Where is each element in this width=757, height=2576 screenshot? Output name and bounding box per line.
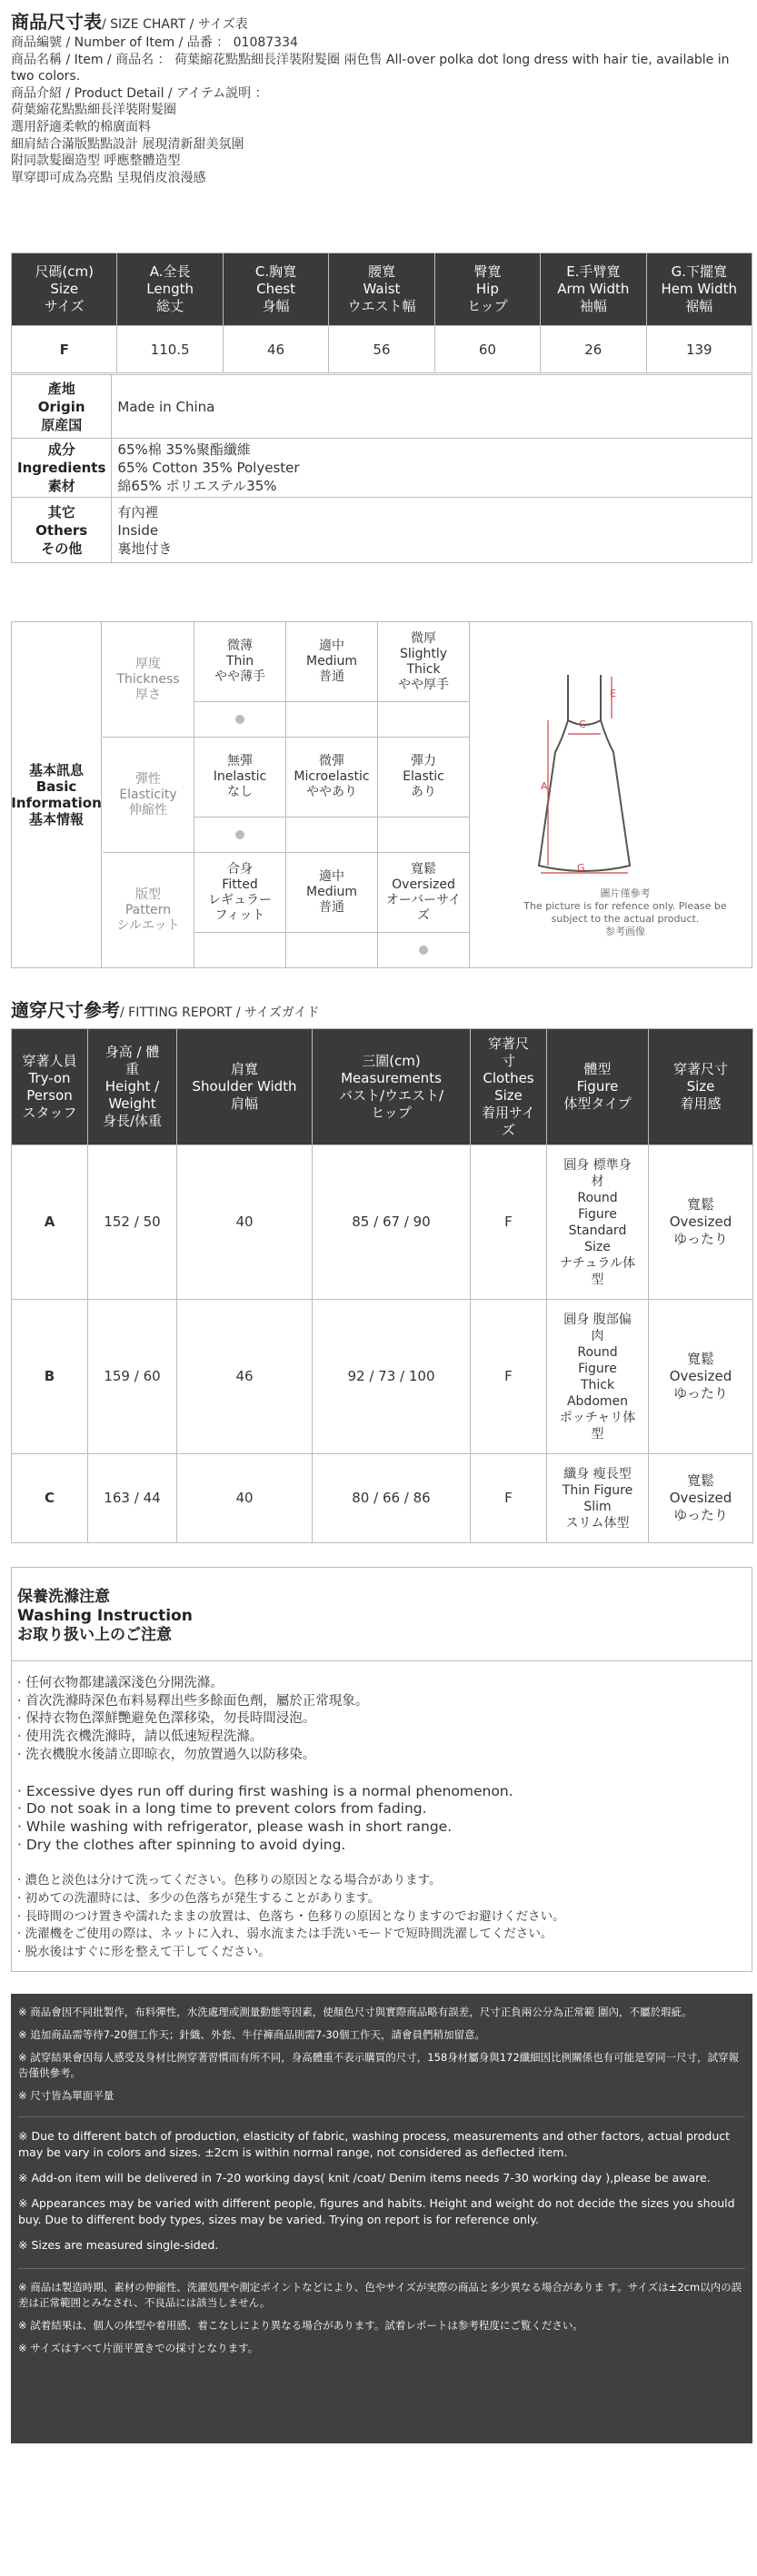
fitting-cell-size: F [471, 1145, 547, 1300]
washing-body [17, 1675, 744, 1962]
figure-text: Thin Figure [562, 1482, 633, 1498]
size-header-cell [223, 253, 328, 326]
figure-text: Standard [568, 1223, 627, 1238]
note-line: ※ 尺寸皆為單面平量 [18, 2089, 115, 2102]
fitting-header-text: Measurements [341, 1069, 442, 1086]
fitting-header-text: Size [494, 1086, 523, 1104]
fitting-header-text: 身高 / 體 [105, 1044, 160, 1060]
basic-option-text: 合身 [227, 861, 253, 877]
fitting-header-text: 肩寬 [230, 1061, 258, 1077]
size-value-cell: 139 [646, 326, 752, 373]
basic-option-indicator [194, 817, 286, 853]
figure-text: Abdomen [566, 1393, 629, 1409]
figure-text: Round [577, 1190, 618, 1205]
fitting-cell-person: B [12, 1300, 88, 1454]
fitting-header-text: Try-on [28, 1069, 71, 1086]
diagram-caption [521, 887, 730, 938]
washing-title-text: 保養洗滌注意 [17, 1588, 110, 1606]
basic-attr-name-text: 彈性 [135, 771, 161, 787]
washing-group-ja [17, 1872, 744, 1962]
size-header-text: Hem Width [661, 281, 737, 297]
size-header-text: 身幅 [262, 298, 290, 314]
basic-attr-name [103, 622, 194, 738]
fitting-cell-shoulder: 46 [177, 1300, 313, 1454]
basic-label-text: 基本情報 [28, 811, 84, 827]
size-header-text: 臀寬 [473, 263, 502, 280]
basic-option-indicator [286, 702, 378, 738]
basic-attr-name-text: Elasticity [119, 787, 177, 802]
detail-value-text: 有內裡 [117, 503, 159, 520]
dress-diagram-icon [521, 666, 648, 884]
fit-text: ゆったり [673, 1507, 728, 1523]
size-table [11, 253, 752, 373]
size-chart-subtitle: / SIZE CHART / サイズ表 [102, 17, 248, 32]
fitting-header-cell [649, 1029, 753, 1145]
size-header-text: Arm Width [557, 281, 630, 297]
fitting-cell-hw: 159 / 60 [88, 1300, 177, 1454]
basic-option [286, 738, 378, 817]
figure-text: 纖身 瘦長型 [563, 1466, 632, 1481]
basic-option-text: ズ [417, 907, 430, 923]
fitting-header-text: Clothes [483, 1069, 534, 1086]
notes-group-ja [18, 2274, 745, 2369]
figure-text: Figure [578, 1206, 617, 1222]
size-header-text: Length [146, 281, 194, 297]
basic-option-indicator [378, 817, 470, 853]
figure-text: スリム体型 [565, 1515, 630, 1531]
basic-option-text: 普通 [319, 900, 344, 915]
size-header-text: Hip [475, 281, 499, 297]
detail-value [112, 439, 752, 498]
basic-option [286, 853, 378, 933]
washing-group-zh [17, 1675, 744, 1765]
fitting-header-text: ヒップ [371, 1104, 412, 1121]
basic-option-indicator [286, 817, 378, 853]
size-value-cell: 60 [434, 326, 540, 373]
fitting-header-text: 穿著尺 [487, 1035, 529, 1052]
diagram-caption-line: The picture is for refence only. Please be [523, 900, 727, 912]
figure-text: 型 [591, 1426, 604, 1442]
washing-line: · 首次洗滌時深色布料易釋出些多餘面色劑，屬於正常現象。 [17, 1693, 369, 1709]
figure-text: Round [577, 1344, 618, 1360]
fitting-header-text: バスト/ウエスト/ [338, 1086, 444, 1104]
fitting-header-text: ズ [501, 1121, 515, 1138]
diagram-label: G [577, 862, 585, 874]
basic-info-label [12, 622, 102, 967]
basic-option-text: レギュラー [208, 892, 272, 907]
washing-title [12, 1568, 752, 1661]
fitting-cell-size: F [471, 1454, 547, 1543]
fit-text: Ovesized [669, 1214, 732, 1230]
size-chart-title-text: 商品尺寸表 [11, 11, 102, 33]
note-line: ※ 追加商品需等待7-20個工作天；針織、外套、牛仔褲商品則需7-30個工作天，請會員們稍加留意。 [18, 2028, 485, 2041]
fitting-header-text: 穿著人員 [22, 1052, 77, 1069]
size-value-cell: 26 [541, 326, 646, 373]
size-header-text: Chest [256, 281, 295, 297]
figure-text: Slim [583, 1499, 612, 1514]
detail-label-text: その他 [41, 540, 83, 557]
detail-row [12, 439, 752, 498]
fitting-cell-figure [547, 1454, 649, 1543]
basic-option [378, 738, 470, 817]
detail-row [12, 375, 752, 439]
fitting-cell-fit [649, 1300, 753, 1454]
fitting-cell-figure [547, 1300, 649, 1454]
detail-value [112, 498, 752, 563]
fitting-cell-figure [547, 1145, 649, 1300]
fitting-header-text: Figure [576, 1078, 619, 1095]
fitting-cell-person: A [12, 1145, 88, 1300]
diagram-caption-line: 圖片僅參考 [600, 887, 651, 899]
detail-label-text: Ingredients [17, 460, 106, 476]
basic-option-text: Elastic [403, 769, 444, 784]
basic-option-text: やや厚手 [398, 677, 449, 692]
fitting-cell-hw: 163 / 44 [88, 1454, 177, 1543]
info-line: 商品介紹 / Product Detail / アイテム説明 ： [11, 85, 268, 101]
figure-text: ナチュラル体 [559, 1255, 636, 1271]
fit-text: Ovesized [669, 1368, 732, 1384]
figure-text: 型 [591, 1272, 604, 1287]
size-header-text: 腰寬 [367, 263, 395, 280]
fitting-header-text: 身長/体重 [102, 1113, 163, 1129]
fitting-cell-fit [649, 1454, 753, 1543]
fitting-header-text: 寸 [501, 1052, 515, 1069]
size-value-cell: 46 [223, 326, 328, 373]
note-line: ※ Appearances may be varied with different people, figures and habits. Height and weight do not decide the sizes you should buy. Due to different body types, sizes may be varied. Trying on report is for reference only. [18, 2196, 735, 2226]
detail-value-text: 65% Cotton 35% Polyester [117, 460, 300, 476]
basic-label-text: Information [11, 795, 102, 811]
basic-option [378, 622, 470, 702]
fitting-subtitle: / FITTING REPORT / サイズガイド [120, 1006, 320, 1020]
detail-value-text: 65%棉 35%聚酯纖維 [117, 441, 251, 458]
size-header-text: E.手臂寬 [566, 263, 621, 280]
basic-label-text: 基本訊息 [28, 762, 84, 778]
notes-panel [11, 1994, 752, 2443]
basic-option-text: Fitted [222, 877, 258, 892]
fitting-header-text: 肩幅 [230, 1095, 258, 1112]
fitting-header-text: スタッフ [22, 1104, 77, 1121]
washing-line: · 初めての洗濯時には、多少の色落ちが発生することがあります。 [17, 1891, 381, 1907]
basic-attr-name-text: 厚度 [135, 656, 161, 671]
figure-text: Size [584, 1239, 611, 1254]
figure-text: 圓身 腹部偏 [563, 1312, 632, 1327]
basic-option-indicator [194, 702, 286, 738]
basic-option [378, 853, 470, 933]
basic-option-indicator [194, 933, 286, 968]
fit-text: Ovesized [669, 1490, 732, 1506]
size-value-cell: F [12, 326, 117, 373]
basic-option-text: 無彈 [227, 754, 253, 768]
fitting-title-text: 適穿尺寸參考 [11, 999, 120, 1021]
size-header-text: A.全長 [149, 263, 191, 280]
basic-attr-name-text: 伸縮性 [129, 802, 167, 817]
basic-option-text: 普通 [319, 669, 344, 684]
info-line: 荷葉縮花點點細長洋裝附髮圈 [11, 103, 176, 118]
info-line: 細肩結合滿版點點設計 展現清新甜美氛圍 [11, 136, 244, 152]
size-header-text: G.下擺寬 [671, 263, 727, 280]
size-header-text: Size [50, 281, 79, 297]
size-header-text: 袖幅 [579, 298, 607, 314]
basic-attr-name [103, 853, 194, 968]
basic-option [194, 622, 286, 702]
basic-option-text: Inelastic [213, 769, 267, 784]
basic-option-text: Microelastic [294, 769, 370, 784]
diagram-caption-line: subject to the actual product. [551, 913, 700, 925]
fitting-header-text: Size [686, 1078, 715, 1095]
details-table [11, 374, 752, 563]
washing-line: · 洗衣機脫水後請立即晾衣，勿放置過久以防移染。 [17, 1747, 316, 1762]
washing-line: · Dry the clothes after spinning to avoid dying. [17, 1836, 346, 1853]
washing-line: · 脱水後はすぐに形を整えて干してください。 [17, 1945, 271, 1960]
basic-option-text: Medium [306, 654, 357, 669]
washing-title-text: Washing Instruction [17, 1607, 193, 1625]
basic-option-text: 微彈 [319, 754, 344, 768]
basic-attr-name-text: 厚さ [135, 687, 161, 702]
fitting-cell-shoulder: 40 [177, 1454, 313, 1543]
fitting-cell-fit [649, 1145, 753, 1300]
info-line: 附同款髮圈造型 呼應整體造型 [11, 154, 181, 169]
washing-line: · 洗濯機をご使用の際は、ネットに入れ、弱水流または手洗いモードで短時間洗濯してください。 [17, 1927, 553, 1942]
basic-option-indicator [378, 933, 470, 968]
basic-attr-name-text: Thickness [116, 671, 180, 687]
washing-panel [11, 1567, 752, 1972]
fitting-header-text: 重 [125, 1061, 139, 1077]
washing-title-text: お取り扱い上のご注意 [17, 1626, 172, 1644]
basic-option-text: 彈力 [411, 754, 436, 768]
size-value-cell: 56 [329, 326, 434, 373]
detail-label-text: 原産国 [41, 416, 83, 433]
fitting-header-text: 体型タイプ [563, 1095, 632, 1112]
detail-label [12, 375, 112, 439]
size-header-cell [434, 253, 540, 326]
fitting-cell-shoulder: 40 [177, 1145, 313, 1300]
size-header-text: サイズ [44, 298, 85, 314]
size-header-cell [541, 253, 646, 326]
detail-value-text: Made in China [117, 398, 215, 415]
note-line: ※ Sizes are measured single-sided. [18, 2238, 219, 2252]
fitting-cell-meas: 80 / 66 / 86 [313, 1454, 471, 1543]
basic-option [194, 853, 286, 933]
info-line: 單穿即可成為亮點 呈現俏皮浪漫感 [11, 170, 206, 185]
note-line: ※ サイズはすべて片面平置きでの採寸となります。 [18, 2342, 259, 2354]
fitting-header-text: Person [26, 1086, 73, 1104]
basic-option-text: Medium [306, 885, 357, 899]
note-line: ※ Due to different batch of production, elasticity of fabric, washing process, measurements and other factors, actual product may be vary in colors and sizes. ±2cm is within normal range, not considered as deflected item. [18, 2129, 731, 2159]
basic-option-text: Slightly [399, 646, 448, 661]
basic-attr-name-text: Pattern [125, 902, 172, 917]
basic-option-text: オーバーサイ [385, 892, 462, 907]
detail-row [12, 498, 752, 563]
note-line: ※ 試穿結果會因每人感受及身材比例穿著習慣而有所不同，身高體重不表示購買的尺寸，158身材屬身與172纖細因比例關係也有可能是穿同一尺寸，試穿報告僅供參考。 [18, 2051, 740, 2079]
detail-label-text: 其它 [47, 503, 75, 520]
washing-line: · 保持衣物色澤鮮艷避免色澤移染，勿長時間浸泡。 [17, 1711, 316, 1727]
detail-value-text: Inside [117, 521, 159, 539]
fit-text: 寬鬆 [686, 1351, 714, 1367]
selected-dot-icon [235, 830, 244, 839]
selected-dot-icon [419, 946, 428, 955]
figure-text: 材 [591, 1174, 604, 1189]
fit-text: 寬鬆 [686, 1196, 714, 1213]
selected-dot-icon [235, 715, 244, 724]
size-value-cell: 110.5 [117, 326, 223, 373]
detail-label [12, 439, 112, 498]
basic-option [286, 622, 378, 702]
basic-info-panel [11, 621, 752, 968]
fitting-header-cell [547, 1029, 649, 1145]
size-header-text: 裾幅 [685, 298, 713, 314]
size-header-text: 尺碼(cm) [35, 263, 94, 280]
detail-label-text: 素材 [47, 478, 75, 494]
fitting-header-text: 三圍(cm) [362, 1052, 421, 1069]
notes-group-en [18, 2123, 745, 2269]
info-line: 選用舒適柔軟的棉廣面料 [11, 119, 151, 134]
basic-option-text: フィット [214, 907, 265, 923]
washing-line: · 任何衣物都建議深淺色分開洗滌。 [17, 1676, 224, 1690]
washing-line: · Do not soak in a long time to prevent colors from fading. [17, 1800, 427, 1818]
fitting-header-cell [177, 1029, 313, 1145]
fitting-row [12, 1454, 753, 1543]
basic-option-text: あり [411, 785, 436, 799]
figure-text: 圓身 標準身 [563, 1157, 632, 1173]
basic-attr-name-text: シルエット [116, 917, 180, 933]
fitting-cell-meas: 92 / 73 / 100 [313, 1300, 471, 1454]
washing-line: · 使用洗衣機洗滌時，請以低速短程洗滌。 [17, 1729, 264, 1745]
fit-text: ゆったり [673, 1385, 728, 1402]
fitting-row [12, 1300, 753, 1454]
basic-option-text: 微薄 [227, 639, 253, 653]
size-header-cell [117, 253, 223, 326]
basic-label-text: Basic [35, 778, 77, 795]
detail-label-text: Origin [37, 398, 85, 415]
basic-attr-name [103, 738, 194, 853]
detail-label [12, 498, 112, 563]
size-header-cell [12, 253, 117, 326]
basic-option [194, 738, 286, 817]
fitting-header-text: 着用感 [680, 1095, 722, 1112]
fitting-header-text: Height / [105, 1078, 160, 1095]
fitting-header-text: 着用サイ [482, 1104, 535, 1121]
basic-option-indicator [286, 933, 378, 968]
fit-text: 寬鬆 [686, 1472, 714, 1489]
size-header-text: Waist [363, 281, 401, 297]
size-header-cell [329, 253, 434, 326]
figure-text: Thick [580, 1377, 615, 1392]
fit-text: ゆったり [673, 1231, 728, 1247]
basic-option-text: Thick [406, 661, 441, 677]
product-info [11, 35, 747, 186]
washing-line: · Excessive dyes run off during first washing is a normal phenomenon. [17, 1782, 513, 1799]
info-line: 商品編號 / Number of Item / 品番 ： 01087334 [11, 35, 298, 50]
fitting-header-cell [471, 1029, 547, 1145]
diagram-label: C [579, 718, 586, 730]
size-header-text: 総丈 [156, 298, 184, 314]
detail-label-text: 產地 [47, 380, 75, 397]
note-line: ※ Add-on item will be delivered in 7-20 working days( knit /coat/ Denim items needs 7-30 working day ),please be aware. [18, 2171, 711, 2185]
detail-value-text: 裏地付き [117, 540, 173, 557]
detail-value-text: 綿65% ポリエステル35% [117, 478, 277, 494]
washing-line: · While washing with refrigerator, please wash in short range. [17, 1818, 453, 1835]
note-line: ※ 商品は製造時期、素材の伸縮性、洗濯処理や測定ポイントなどにより、色やサイズが実際の商品と多少異なる場合がありま す。サイズは±2cm以内の誤差は正常範囲とみなされ、不良品には該当しません。 [18, 2281, 742, 2309]
fitting-header-text: 穿著尺寸 [672, 1061, 728, 1077]
note-line: ※ 試着結果は、個人の体型や着用感、着こなしにより異なる場合があります。試着レポートは参考程度にご覧ください。 [18, 2319, 583, 2332]
basic-option-text: 微厚 [411, 630, 436, 646]
fitting-cell-size: F [471, 1300, 547, 1454]
basic-option-text: なし [227, 785, 253, 799]
detail-label-text: Others [35, 521, 88, 539]
washing-group-en [17, 1783, 744, 1855]
fitting-cell-hw: 152 / 50 [88, 1145, 177, 1300]
figure-text: 肉 [591, 1328, 604, 1343]
basic-option-text: やや薄手 [214, 669, 265, 684]
washing-line: · 長時間のつけ置きや濡れたままの放置は、色落ち・色移りの原因となりますのでお避けください。 [17, 1908, 565, 1924]
size-header-text: C.胸寬 [254, 263, 297, 280]
fitting-header-text: 體型 [583, 1061, 612, 1077]
basic-option-text: Thin [225, 654, 254, 669]
detail-value [112, 375, 752, 439]
fitting-header-text: Weight [108, 1095, 156, 1112]
fitting-cell-meas: 85 / 67 / 90 [313, 1145, 471, 1300]
fitting-header-cell [88, 1029, 177, 1145]
fitting-title [11, 996, 319, 1022]
fitting-cell-person: C [12, 1454, 88, 1543]
diagram-label: A [541, 780, 548, 792]
fitting-row [12, 1145, 753, 1300]
fitting-header-text: Shoulder Width [192, 1078, 297, 1095]
basic-option-indicator [378, 702, 470, 738]
notes-group-zh [18, 1999, 745, 2117]
basic-option-text: Oversized [392, 877, 455, 892]
diagram-label: E [610, 688, 616, 699]
figure-text: Figure [578, 1361, 617, 1376]
fitting-header-cell [313, 1029, 471, 1145]
washing-line: · 濃色と淡色は分けて洗ってください。色移りの原因となる場合があります。 [17, 1873, 442, 1888]
fitting-table [11, 1028, 753, 1543]
size-chart-title [11, 7, 248, 34]
size-header-text: ヒップ [467, 298, 508, 314]
info-line: 商品名稱 / Item / 商品名 ： 荷葉縮花點點細長洋裝附髮圈 兩色售 All-over polka dot long dress with hair tie, available in two colors. [11, 52, 730, 84]
figure-text: ポッチャリ体 [559, 1410, 636, 1425]
basic-option-text: 適中 [319, 639, 344, 653]
fitting-header-cell [12, 1029, 88, 1145]
size-header-text: ウエスト幅 [347, 298, 416, 314]
basic-option-text: ややあり [306, 785, 357, 799]
basic-option-text: 寬鬆 [411, 861, 436, 877]
basic-option-text: 適中 [319, 869, 344, 884]
basic-attr-name-text: 版型 [135, 887, 161, 902]
detail-label-text: 成分 [47, 441, 75, 458]
note-line: ※ 商品會因不同批製作，布料彈性，水洗處理或測量動態等因素，使顏色尺寸與實際商品略有誤差，尺寸正負兩公分為正常範 圍內，不屬於瑕疵。 [18, 2006, 692, 2018]
diagram-caption-line: 参考画像 [605, 926, 645, 937]
size-header-cell [646, 253, 752, 326]
